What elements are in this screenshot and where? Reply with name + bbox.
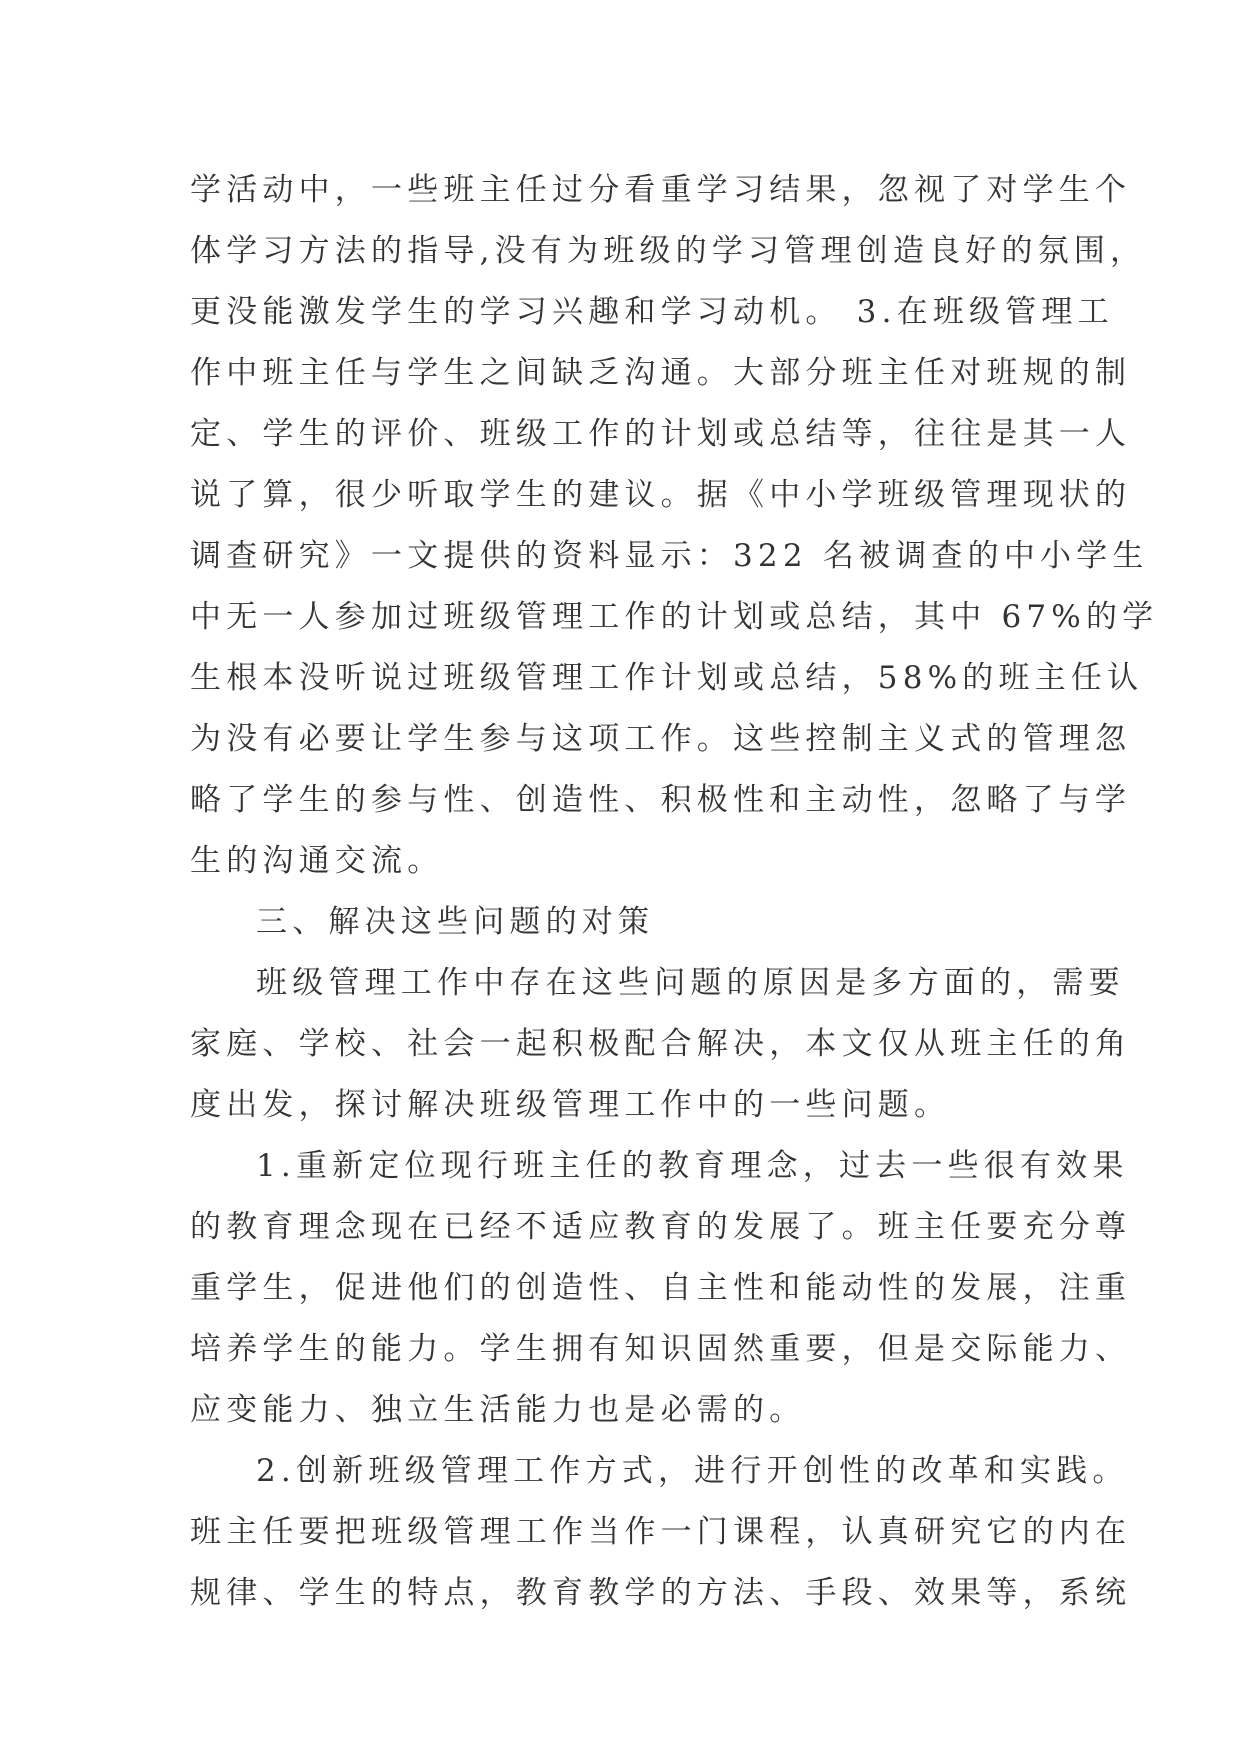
text-line: 作中班主任与学生之间缺乏沟通。大部分班主任对班规的制 bbox=[190, 355, 1132, 391]
text-line: 为没有必要让学生参与这项工作。这些控制主义式的管理忽 bbox=[190, 721, 1132, 757]
text-line: 体学习方法的指导,没有为班级的学习管理创造良好的氛围， bbox=[190, 233, 1147, 269]
text-line: 家庭、学校、社会一起积极配合解决，本文仅从班主任的角 bbox=[190, 1026, 1132, 1062]
text-line: 调查研究》一文提供的资料显示：322 名被调查的中小学生 bbox=[190, 538, 1149, 574]
text-line: 培养学生的能力。学生拥有知识固然重要，但是交际能力、 bbox=[190, 1331, 1132, 1367]
text-line: 应变能力、独立生活能力也是必需的。 bbox=[190, 1392, 806, 1428]
text-line: 生的沟通交流。 bbox=[190, 843, 444, 879]
text-line: 中无一人参加过班级管理工作的计划或总结，其中 67%的学 bbox=[190, 599, 1159, 635]
text-line: 规律、学生的特点，教育教学的方法、手段、效果等，系统 bbox=[190, 1575, 1132, 1611]
text-line: 2.创新班级管理工作方式，进行开创性的改革和实践。 bbox=[256, 1453, 1129, 1489]
text-line: 度出发，探讨解决班级管理工作中的一些问题。 bbox=[190, 1087, 951, 1123]
text-line: 班级管理工作中存在这些问题的原因是多方面的，需要 bbox=[256, 965, 1125, 1001]
text-line: 重学生，促进他们的创造性、自主性和能动性的发展，注重 bbox=[190, 1270, 1132, 1306]
text-line: 班主任要把班级管理工作当作一门课程，认真研究它的内在 bbox=[190, 1514, 1132, 1550]
text-line: 1.重新定位现行班主任的教育理念，过去一些很有效果 bbox=[256, 1148, 1129, 1184]
text-line: 略了学生的参与性、创造性、积极性和主动性，忽略了与学 bbox=[190, 782, 1132, 818]
text-line: 定、学生的评价、班级工作的计划或总结等，往往是其一人 bbox=[190, 416, 1132, 452]
body-text bbox=[190, 160, 1159, 1624]
text-line: 说了算，很少听取学生的建议。据《中小学班级管理现状的 bbox=[190, 477, 1132, 513]
section-heading: 三、解决这些问题的对策 bbox=[256, 904, 655, 940]
text-line: 更没能激发学生的学习兴趣和学习动机。 3.在班级管理工 bbox=[190, 294, 1114, 330]
text-line: 学活动中，一些班主任过分看重学习结果，忽视了对学生个 bbox=[190, 172, 1132, 208]
text-line: 生根本没听说过班级管理工作计划或总结，58%的班主任认 bbox=[190, 660, 1144, 696]
text-line: 的教育理念现在已经不适应教育的发展了。班主任要充分尊 bbox=[190, 1209, 1132, 1245]
